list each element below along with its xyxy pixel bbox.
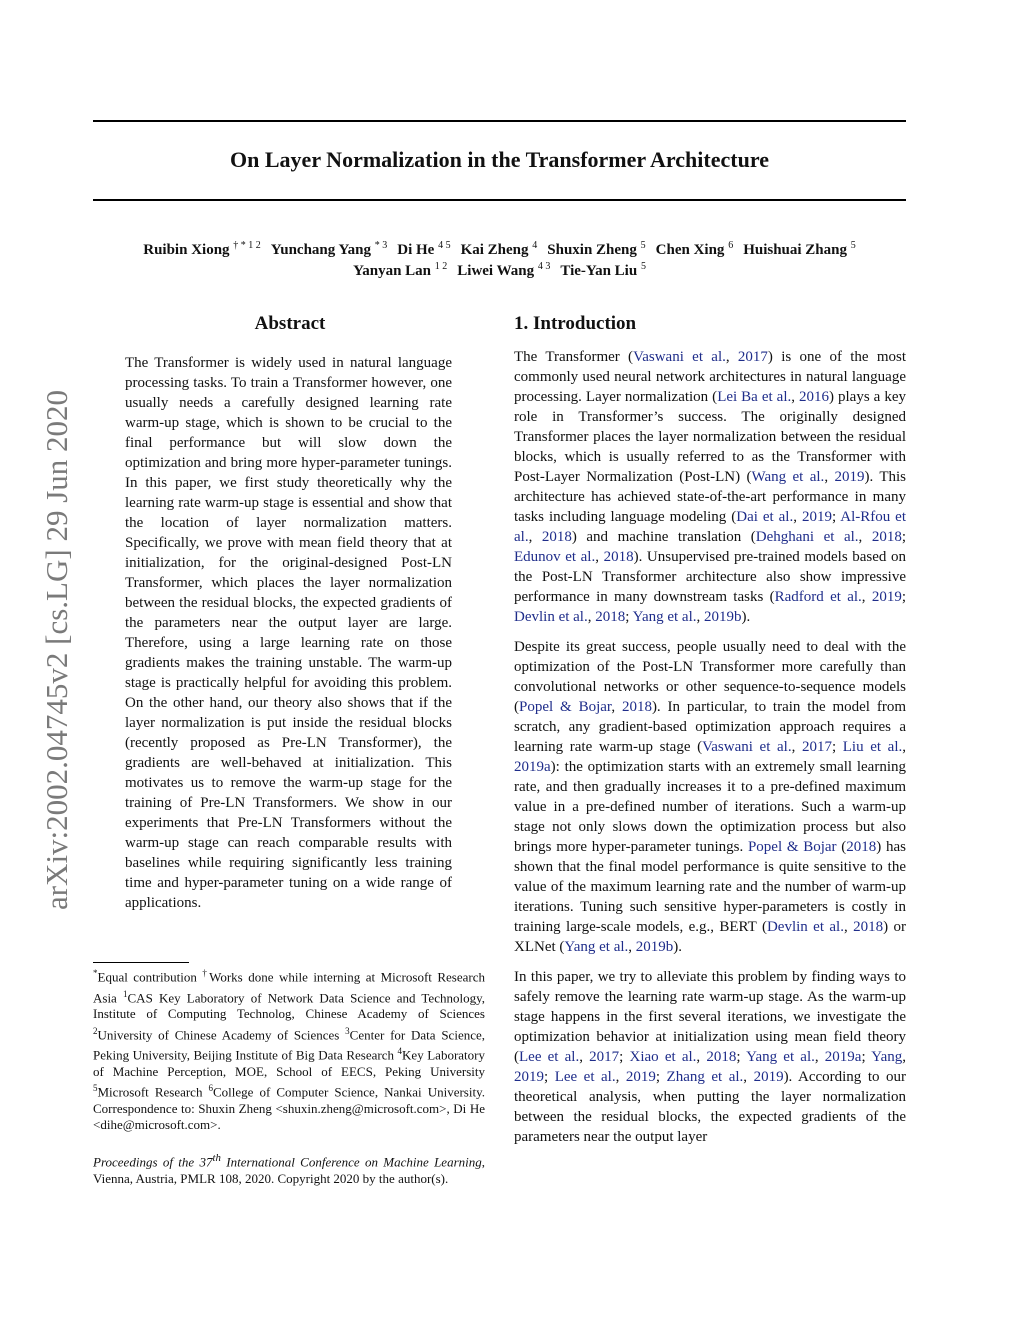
intro-text: ; [625, 609, 633, 625]
author-name: Yanyan Lan $^{1 2}$ [353, 261, 448, 279]
intro-text: ) or XLNet ( [514, 919, 907, 955]
intro-text: ). In particular, to train the model from scratch, any gradient-based optimization approach requires a learning rate warm-up stage ( [514, 699, 907, 755]
footnote-text: Works done while interning at Microsoft Research Asia [93, 969, 486, 1005]
intro-text: ). [741, 609, 751, 625]
intro-text: ; [861, 1049, 872, 1065]
intro-text: , [791, 389, 800, 405]
author-name: Kai Zheng $^4$ [460, 240, 538, 258]
arxiv-stamp: arXiv:2002.04745v2 [cs.LG] 29 Jun 2020 [39, 389, 74, 911]
citation-link[interactable]: Wang et al. [751, 469, 825, 485]
citation-link[interactable]: 2018 [871, 529, 902, 545]
introduction-heading: 1. Introduction [514, 313, 637, 334]
citation-link[interactable]: Devlin et al. [514, 609, 588, 625]
citation-link[interactable]: 2018 [595, 609, 626, 625]
citation-link[interactable]: Lee et al. [519, 1049, 580, 1065]
citation-link[interactable]: Dai et al. [736, 509, 794, 525]
citation-link[interactable]: 2019 [871, 589, 902, 605]
intro-text: , [628, 939, 636, 955]
citation-link[interactable]: Devlin et al. [766, 919, 844, 935]
intro-text: The Transformer ( [514, 349, 634, 365]
intro-text: ). [673, 939, 683, 955]
affiliations-footnote [93, 965, 485, 1133]
intro-text: , [814, 1049, 825, 1065]
author-name: Di He $^{4 5}$ [397, 240, 451, 258]
intro-text: , [615, 1069, 626, 1085]
author-affiliation-marks: † * 1 2 [233, 240, 261, 251]
intro-text: , [861, 589, 872, 605]
intro-text: , [902, 1049, 906, 1065]
abstract-heading: Abstract [254, 313, 326, 334]
proceedings-conference: International Conference on Machine Learning [220, 1154, 482, 1170]
author-affiliation-marks: 4 5 [438, 240, 451, 251]
author-affiliation-marks: 5 [640, 261, 646, 272]
author-name: Tie-Yan Liu $^5$ [560, 261, 646, 279]
citation-link[interactable]: 2019 [834, 469, 865, 485]
author-affiliation-marks: 4 [532, 240, 538, 251]
citation-link[interactable]: 2019a [824, 1049, 862, 1065]
citation-link[interactable]: 2018 [621, 699, 652, 715]
footnote-symbol: 3 [345, 1025, 350, 1036]
footnote-symbol: 4 [397, 1046, 403, 1057]
intro-text: ). This architecture has achieved state-of-the-art performance in many tasks including language modeling ( [514, 469, 907, 525]
footnote-rule [93, 962, 189, 963]
citation-link[interactable]: 2019 [801, 509, 832, 525]
intro-text: , [611, 699, 622, 715]
author-name: Huishuai Zhang $^5$ [743, 240, 856, 258]
citation-link[interactable]: 2019a [514, 759, 551, 775]
citation-link[interactable]: 2017 [737, 349, 768, 365]
footnote-symbol: * [93, 968, 98, 978]
citation-link[interactable]: Popel & Bojar [519, 699, 612, 715]
citation-link[interactable]: 2016 [799, 389, 830, 405]
intro-text: , [793, 509, 802, 525]
citation-link[interactable]: 2018 [603, 549, 634, 565]
citation-link[interactable]: Yang et al. [632, 609, 697, 625]
citation-link[interactable]: Popel & Bojar [747, 839, 837, 855]
citation-link[interactable]: Al-Rfou et al. [514, 509, 907, 545]
footnote-text: Center for Data Science, Peking University, Beijing Institute of Big Data Research [93, 1026, 486, 1063]
citation-link[interactable]: 2018 [846, 839, 877, 855]
author-name: Shuxin Zheng $^5$ [547, 240, 646, 258]
author-affiliation-marks: 6 [728, 240, 734, 251]
proceedings-note [93, 1150, 485, 1187]
intro-text: , [595, 549, 604, 565]
intro-text: ) is one of the most commonly used neural network architectures in natural language processing. Layer normalization ( [514, 349, 907, 405]
author-name: Yunchang Yang $^{* 3}$ [270, 240, 388, 258]
proceedings-copyright: , Vienna, Austria, PMLR 108, 2020. Copyright 2020 by the author(s). [93, 1154, 485, 1186]
proceedings-ordinal-suffix: th [212, 1152, 221, 1164]
citation-link[interactable]: 2018 [853, 919, 884, 935]
citation-link[interactable]: Lei Ba et al. [717, 389, 792, 405]
intro-text: ; [831, 739, 843, 755]
intro-text: ) has shown that the final model performance is quite sensitive to the value of the maximum learning rate and the number of warm-up iterations. Tuning such sensitive hyper-parameters is costly in training large-scale models, e.g., BERT ( [514, 839, 906, 935]
citation-link[interactable]: 2018 [541, 529, 572, 545]
footnote-text: Microsoft Research [97, 1084, 209, 1100]
footnote-symbol: † [202, 968, 210, 978]
intro-paragraph-1 [514, 347, 906, 627]
footnote-symbol: 1 [123, 988, 128, 999]
citation-link[interactable]: 2019b [635, 939, 674, 955]
author-affiliation-marks: * 3 [374, 240, 388, 251]
proceedings-text: Proceedings of the [93, 1154, 200, 1170]
proceedings-ordinal: 37 [199, 1154, 213, 1170]
title-top-rule [93, 120, 906, 122]
intro-paragraph-2 [514, 637, 906, 957]
intro-text: Despite its great success, people usually need to deal with the optimization of the Post-LN Transformer more carefully than convolutional networks or other sequence-to-sequence models ( [514, 639, 906, 715]
intro-text: , [791, 739, 802, 755]
citation-link[interactable]: Yang et al. [746, 1049, 815, 1065]
intro-text: ; [901, 589, 907, 605]
citation-link[interactable]: 2019 [514, 1069, 544, 1085]
footnote-text: University of Chinese Academy of Sciences [97, 1026, 346, 1042]
citation-link[interactable]: Radford et al. [774, 589, 862, 605]
intro-paragraph-3 [514, 967, 906, 1147]
citation-link[interactable]: 2017 [589, 1049, 620, 1065]
intro-text: ; [619, 1049, 630, 1065]
intro-text: , [858, 529, 872, 545]
citation-link[interactable]: 2018 [706, 1049, 737, 1065]
footnote-symbol: 5 [93, 1083, 98, 1094]
intro-text: , [696, 609, 704, 625]
footnote-text: Equal contribution [97, 969, 203, 985]
author-name: Ruibin Xiong $^{\dagger * 1 2}$ [143, 240, 261, 258]
citation-link[interactable]: Xiao et al. [629, 1049, 697, 1065]
intro-text: ): the optimization starts with an extremely small learning rate, and then gradually increases it to a pre-defined maximum value in a pre-defined number of iterations. Such a warm-up stage not only slows down the optimization process but also brings more hyper-parameter tunings. [514, 759, 906, 855]
intro-text: ). According to our theoretical analysis, when putting the layer normalization between the residual blocks, the expected gradients of the parameters near the output layer [514, 1069, 906, 1145]
intro-text: , [743, 1069, 754, 1085]
intro-text: , [843, 919, 854, 935]
intro-text: , [824, 469, 835, 485]
intro-text: ) plays a key role in Transformer’s success. The originally designed Transformer places the layer normalization between the residual blocks, which is usually referred to as the Transformer with Post-Layer Normalization (Post-LN) ( [514, 389, 906, 485]
author-name: Chen Xing $^6$ [655, 240, 734, 258]
intro-text: ; [901, 529, 906, 545]
author-list-line-2 [93, 257, 906, 281]
intro-text: In this paper, we try to alleviate this problem by finding ways to safely remove the learning rate warm-up stage. As the warm-up stage happens in the first several iterations, we investigate the optimization behavior at initialization using mean field theory ( [514, 969, 906, 1065]
abstract-body: The Transformer is widely used in natural language processing tasks. To train a Transformer however, one usually needs a carefully designed learning rate warm-up stage, which is shown to be crucial to the final performance but will slow down the optimization and bring more hyper-parameter tunings. In this paper, we first study theoretically why the learning rate warm-up stage is essential and show that the location of layer normalization matters. Specifically, we prove with mean field theory that at initialization, for the original-designed Post-LN Transformer, which places the layer normalization between the residual blocks, the expected gradients of the parameters near the output layer are large. Therefore, using a large learning rate on those gradients makes the training unstable. The warm-up stage is practically helpful for avoiding this problem. On the other hand, our theory also shows that if the layer normalization is put inside the residual blocks (recently proposed as Pre-LN Transformer), the gradients are well-behaved at initialization. This motivates us to remove the warm-up stage for the training of Pre-LN Transformers. We show in our experiments that Pre-LN Transformers without the warm-up stage can reach comparable results with baselines while requiring significantly less training time and hyper-parameter tuning on a wide range of applications. [125, 355, 452, 911]
intro-text: , [902, 739, 906, 755]
citation-link[interactable]: 2019b [704, 609, 742, 625]
paper-title: On Layer Normalization in the Transformer Architecture [230, 147, 769, 172]
intro-text: ; [831, 509, 841, 525]
citation-link[interactable]: Lee et al. [554, 1069, 616, 1085]
intro-text: ) and machine translation ( [571, 529, 756, 545]
intro-text: ; [544, 1069, 555, 1085]
intro-text: , [528, 529, 542, 545]
introduction-body [514, 347, 906, 1157]
footnote-text: College of Computer Science, Nankai University. Correspondence to: Shuxin Zheng <shuxin.zheng@microsoft.com>, Di He <dihe@microsoft.com>. [93, 1084, 485, 1133]
intro-text: , [579, 1049, 590, 1065]
author-affiliation-marks: 1 2 [434, 261, 448, 272]
citation-link[interactable]: 2017 [801, 739, 832, 755]
footnote-symbol: 2 [93, 1025, 98, 1036]
author-affiliation-marks: 5 [850, 240, 856, 251]
citation-link[interactable]: 2019 [753, 1069, 784, 1085]
citation-link[interactable]: Yang et al. [564, 939, 629, 955]
intro-text: , [725, 349, 738, 365]
intro-text: , [696, 1049, 707, 1065]
citation-link[interactable]: Edunov et al. [514, 549, 596, 565]
citation-link[interactable]: Dehghani et al. [755, 529, 859, 545]
intro-text: ( [836, 839, 847, 855]
citation-link[interactable]: Zhang et al. [666, 1069, 744, 1085]
intro-text: ; [736, 1049, 747, 1065]
citation-link[interactable]: Vaswani et al. [702, 739, 792, 755]
author-affiliation-marks: 5 [640, 240, 646, 251]
title-bottom-rule [93, 199, 906, 201]
citation-link[interactable]: Vaswani et al. [633, 349, 726, 365]
citation-link[interactable]: Liu et al. [842, 739, 903, 755]
author-affiliation-marks: 4 3 [537, 261, 551, 272]
footnote-text: Key Laboratory of Machine Perception, MOE, School of EECS, Peking University [93, 1047, 485, 1079]
citation-link[interactable]: 2019 [625, 1069, 656, 1085]
intro-text: , [587, 609, 596, 625]
intro-text: ). Unsupervised pre-trained models based on the Post-LN Transformer architecture also show impressive performance in many downstream tasks ( [514, 549, 906, 605]
footnote-text: CAS Key Laboratory of Network Data Science and Technology, Institute of Computing Technolog, Chinese Academy of Sciences [93, 989, 485, 1022]
author-name: Liwei Wang $^{4 3}$ [457, 261, 551, 279]
intro-text: ; [655, 1069, 667, 1085]
footnote-symbol: 6 [208, 1083, 213, 1094]
citation-link[interactable]: Yang [871, 1049, 903, 1065]
